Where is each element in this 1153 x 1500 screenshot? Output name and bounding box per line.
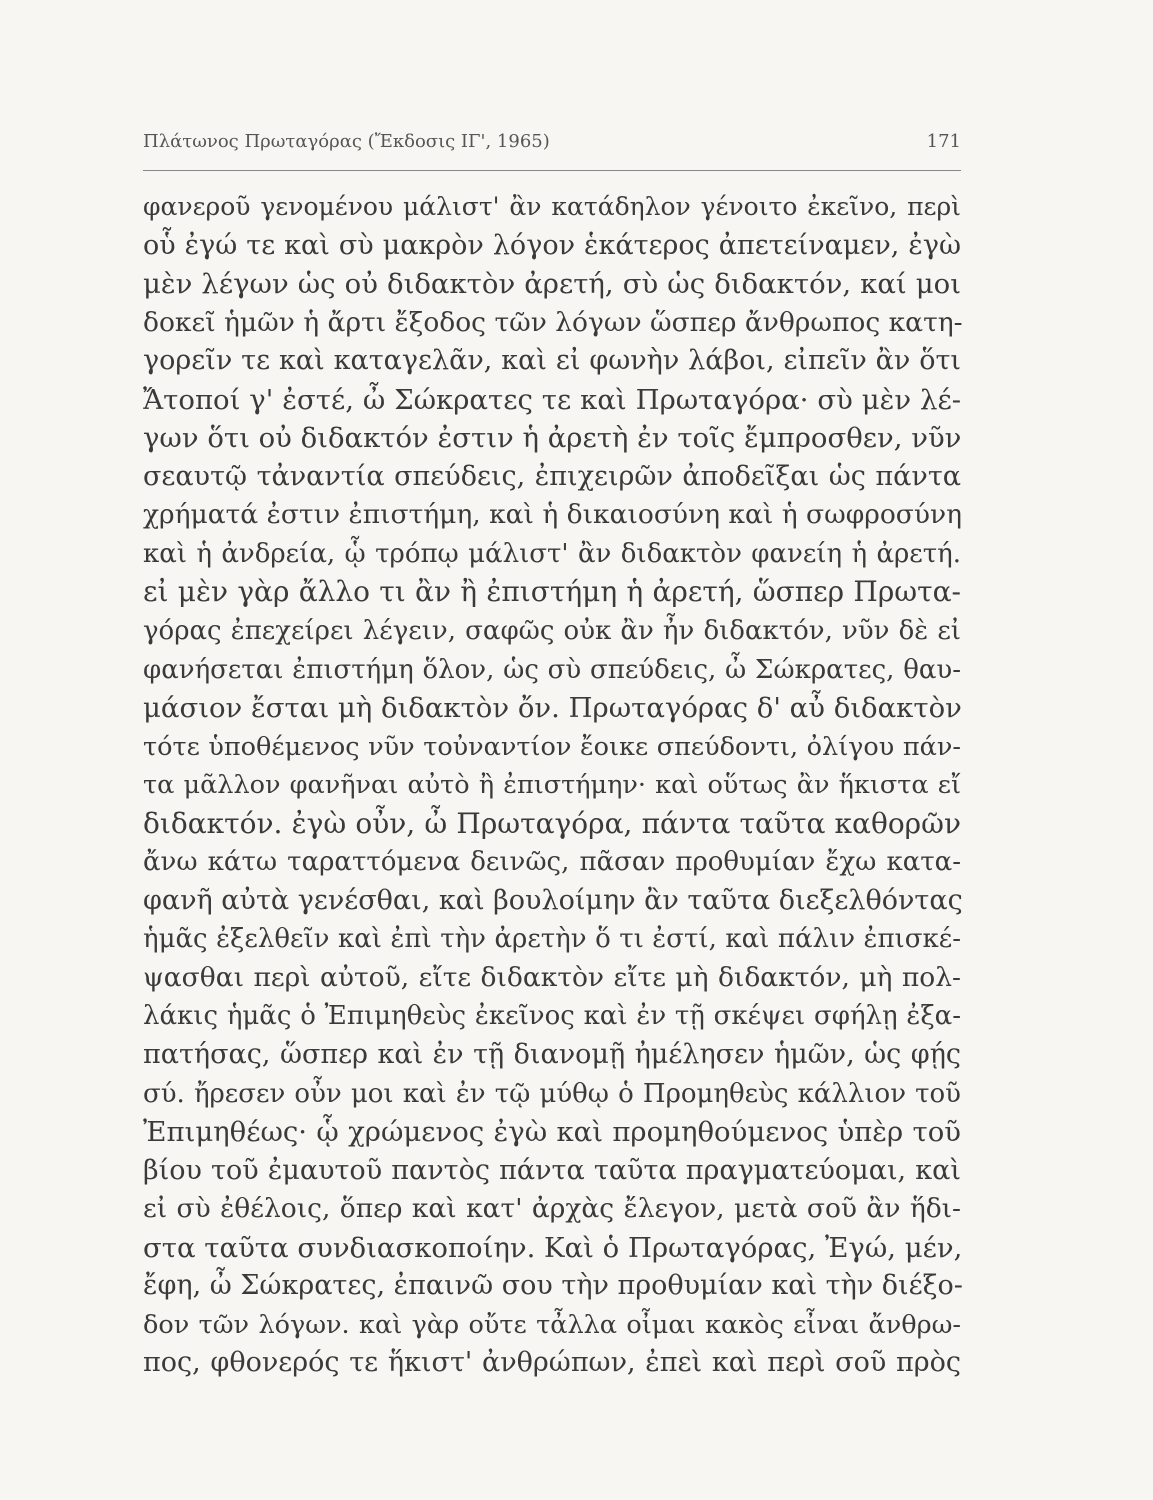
text-line: γόρας ἐπεχείρει λέγειν, σαφῶς οὐκ ἂν ἦν διδακτόν, νῦν δὲ εἰ [143,616,961,647]
text-line: μάσιον ἔσται μὴ διδακτὸν ὄν. Πρωταγόρας δ' αὖ διδακτὸν [143,692,962,725]
text-line: βίου τοῦ ἐμαυτοῦ παντὸς πάντα ταῦτα πραγματεύομαι, καὶ [143,1154,961,1186]
text-line: Ἐπιμηθέως· ᾧ χρώμενος ἐγὼ καὶ προμηθούμενος ὑπὲρ τοῦ [143,1116,961,1149]
text-line: πος, φθονερός τε ἥκιστ' ἀνθρώπων, ἐπεὶ καὶ περὶ σοῦ πρὸς [143,1347,961,1379]
text-line: χρήματά ἐστιν ἐπιστήμη, καὶ ἡ δικαιοσύνη καὶ ἡ σωφροσύνη [143,499,962,531]
text-line: μὲν λέγων ὡς οὐ διδακτὸν ἀρετή, σὺ ὡς διδακτόν, καί μοι [143,268,961,301]
text-line: σεαυτῷ τἀναντία σπεύδεις, ἐπιχειρῶν ἀποδεῖξαι ὡς πάντα [143,460,961,492]
running-header [143,131,961,161]
text-line: σύ. ἤρεσεν οὖν μοι καὶ ἐν τῷ μύθῳ ὁ Προμηθεὺς κάλλιον τοῦ [143,1078,961,1109]
text-line: εἰ σὺ ἐθέλοις, ὅπερ καὶ κατ' ἀρχὰς ἔλεγον, μετὰ σοῦ ἂν ἥδι- [143,1193,961,1225]
text-line: τα μᾶλλον φανῆναι αὐτὸ ἢ ἐπιστήμην· καὶ οὕτως ἂν ἥκιστα εἴ [143,770,961,801]
text-line: καὶ ἡ ἀνδρεία, ᾧ τρόπῳ μάλιστ' ἂν διδακτὸν φανείη ἡ ἀρετή. [143,538,961,569]
page-number: 171 [926,131,961,152]
text-line: ἔφη, ὦ Σώκρατες, ἐπαινῶ σου τὴν προθυμίαν καὶ τὴν διέξο- [143,1270,963,1302]
body-text [143,188,973,1383]
running-head-title: Πλάτωνος Πρωταγόρας (Ἔκδοσις ΙΓ', 1965) [143,131,550,152]
text-line: ἄνω κάτω ταραττόμενα δεινῶς, πᾶσαν προθυμίαν ἔχω κατα- [143,847,961,878]
text-line: διδακτόν. ἐγὼ οὖν, ὦ Πρωταγόρα, πάντα ταῦτα καθορῶν [143,806,961,840]
text-line: τότε ὑποθέμενος νῦν τοὐναντίον ἔοικε σπεύδοντι, ὀλίγου πάν- [143,731,961,762]
text-line: ἡμᾶς ἐξελθεῖν καὶ ἐπὶ τὴν ἀρετὴν ὅ τι ἐστί, καὶ πάλιν ἐπισκέ- [143,924,961,955]
text-line: εἰ μὲν γὰρ ἄλλο τι ἂν ἢ ἐπιστήμη ἡ ἀρετή, ὥσπερ Πρωτα- [143,575,961,609]
text-line: φανῆ αὐτὰ γενέσθαι, καὶ βουλοίμην ἂν ταῦτα διεξελθόντας [143,884,963,916]
text-line: δοκεῖ ἡμῶν ἡ ἄρτι ἔξοδος τῶν λόγων ὥσπερ ἄνθρωπος κατη- [143,306,963,338]
text-line: οὗ ἐγώ τε καὶ σὺ μακρὸν λόγον ἑκάτερος ἀπετείναμεν, ἐγὼ [143,229,961,261]
text-line: ψασθαι περὶ αὐτοῦ, εἴτε διδακτὸν εἴτε μὴ διδακτόν, μὴ πολ- [143,961,961,993]
header-rule [143,170,961,171]
text-line: φανήσεται ἐπιστήμη ὅλον, ὡς σὺ σπεύδεις, ὦ Σώκρατες, θαυ- [143,654,961,685]
text-line: πατήσας, ὥσπερ καὶ ἐν τῇ διανομῇ ἠμέλησεν ἡμῶν, ὡς φῄς [143,1039,961,1071]
text-line: στα ταῦτα συνδιασκοποίην. Καὶ ὁ Πρωταγόρας, Ἐγώ, μέν, [143,1231,963,1264]
text-line: Ἄτοποί γ' ἐστέ, ὦ Σώκρατες τε καὶ Πρωταγόρα· σὺ μὲν λέ- [143,383,961,416]
text-line: γων ὅτι οὐ διδακτόν ἐστιν ἡ ἀρετὴ ἐν τοῖς ἔμπροσθεν, νῦν [143,422,962,455]
text-line: γορεῖν τε καὶ καταγελᾶν, καὶ εἰ φωνὴν λάβοι, εἰπεῖν ἂν ὅτι [143,345,961,377]
text-line: φανεροῦ γενομένου μάλιστ' ἂν κατάδηλον γένοιτο ἐκεῖνο, περὶ [143,192,961,221]
text-line: λάκις ἡμᾶς ὁ Ἐπιμηθεὺς ἐκεῖνος καὶ ἐν τῇ σκέψει σφήλῃ ἐξα- [143,1001,961,1032]
text-line: δον τῶν λόγων. καὶ γὰρ οὔτε τἆλλα οἶμαι κακὸς εἶναι ἄνθρω- [143,1309,961,1340]
